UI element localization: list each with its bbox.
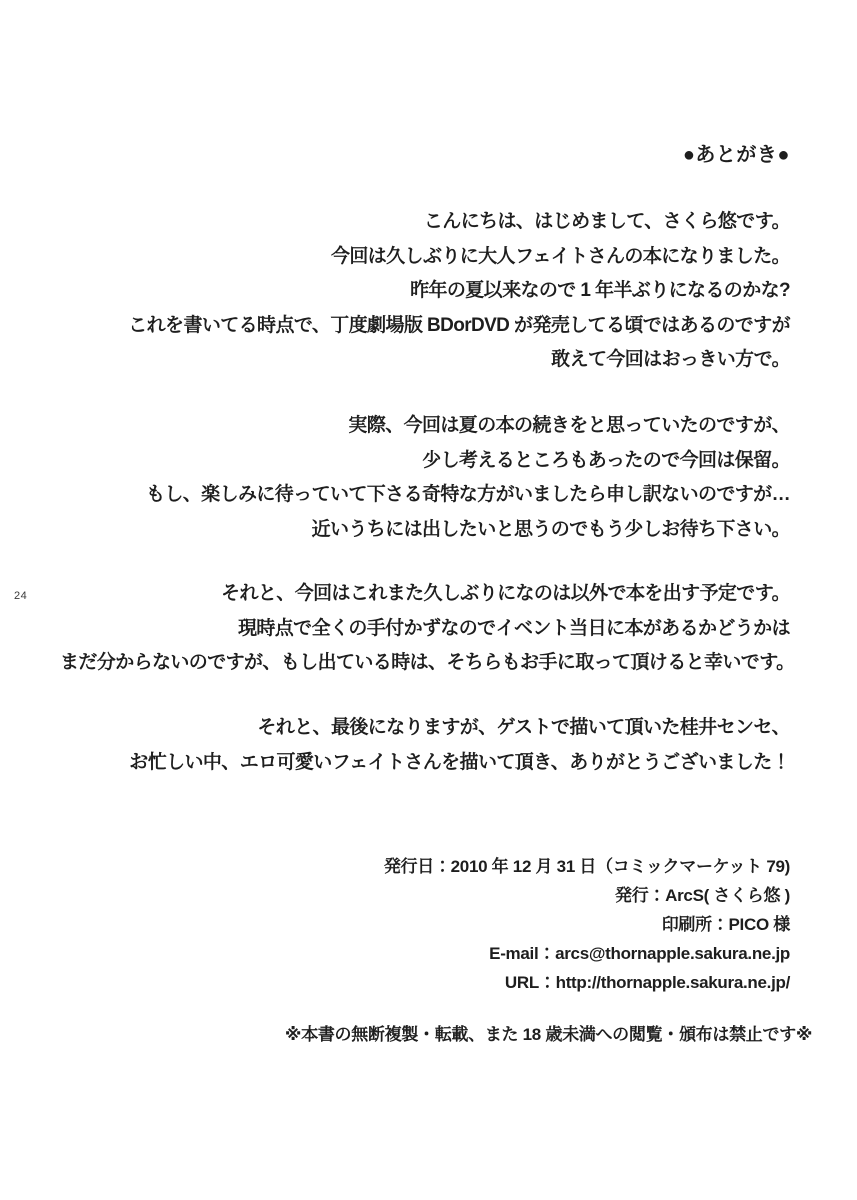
colophon-email: E-mail：arcs@thornapple.sakura.ne.jp	[489, 944, 790, 963]
colophon-url: URL：http://thornapple.sakura.ne.jp/	[504, 973, 790, 992]
colophon-publish-date: 発行日：2010 年 12 月 31 日（コミックマーケット 79)	[383, 857, 790, 876]
colophon-printer: 印刷所：PICO 様	[661, 915, 790, 934]
body-line: 実際、今回は夏の本の続きをと思っていたのですが、	[348, 415, 790, 436]
page-number: 24	[14, 590, 28, 602]
body-line: こんにちは、はじめまして、さくら悠です。	[423, 211, 790, 232]
body-line: 近いうちには出したいと思うのでもう少しお待ち下さい。	[311, 518, 790, 540]
body-line: それと、今回はこれまた久しぶりになのは以外で本を出す予定です。	[221, 583, 790, 604]
body-line: 今回は久しぶりに大人フェイトさんの本になりました。	[330, 245, 790, 267]
colophon-publisher: 発行：ArcS( さくら悠 )	[615, 886, 790, 905]
page-title: ●あとがき●	[682, 144, 790, 166]
disclaimer-text: ※本書の無断複製・転載、また 18 歳未満への閲覧・頒布は禁止です※	[284, 1025, 813, 1044]
paragraph-plans	[60, 409, 790, 547]
body-line: まだ分からないのですが、もし出ている時は、そちらもお手に取って頂けると幸いです。	[60, 652, 795, 674]
paragraph-thanks	[60, 711, 790, 780]
body-line: 少し考えるところもあったので今回は保留。	[422, 449, 790, 471]
body-line: もし、楽しみに待っていて下さる奇特な方がいましたら申し訳ないのですが…	[145, 484, 790, 506]
colophon	[60, 852, 790, 997]
body-line: それと、最後になりますが、ゲストで描いて頂いた桂井センセ、	[257, 717, 790, 738]
body-line: 敢えて今回はおっきい方で。	[551, 349, 790, 371]
body-line: 昨年の夏以来なので 1 年半ぶりになるのかな?	[410, 280, 790, 302]
paragraph-greeting	[60, 205, 790, 378]
paragraph-next-book	[60, 577, 795, 681]
body-line: お忙しい中、エロ可愛いフェイトさんを描いて頂き、ありがとうございました！	[129, 751, 790, 773]
body-line: これを書いてる時点で、丁度劇場版 BDorDVD が発売してる頃ではあるのですが	[128, 314, 790, 336]
body-line: 現時点で全くの手付かずなのでイベント当日に本があるかどうかは	[237, 617, 790, 639]
